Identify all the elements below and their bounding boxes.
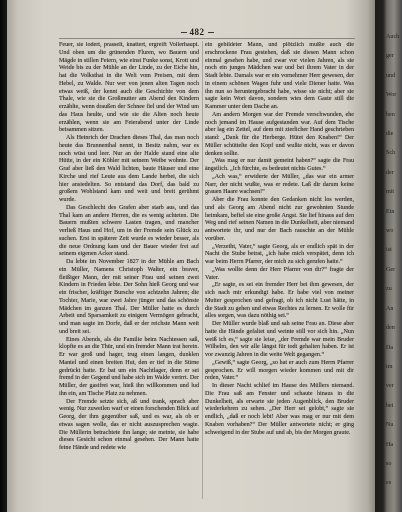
paragraph: Das Geschlecht des Grafen aber starb aus, und das Thal kam an andere Herren, die es wenig achteten. Die Bauern mußten schwere Lasten tragen, und mancher verließ Haus und Hof, um in der Fremde sein Glück zu suchen. Erst in späterer Zeit wurde es wieder besser, als die neue Ordnung kam und der Bauer wieder frei auf seinem eigenen Acker stand. [59,204,199,258]
page-sheet [7,0,375,512]
paragraph: ein gebildeter Mann, und plötzlich mußte auch die erschrockene Frau gestehen, daß sie diesen Mann schon einmal gesehen habe, und zwar vor vielen Jahren, als sie noch ein junges Mädchen war und bei ihrem Vater in der Stadt lebte. Damals war er ein vornehmer Herr gewesen, der in einem schönen Wagen fuhr und viele Diener hatte. Was ihn nun so heruntergebracht habe, wisse sie nicht; aber sie sagte kein Wort davon, sondern wies dem Gaste still die Kammer unter dem Dache an. [205,42,354,110]
binding-shadow [0,0,7,512]
adjacent-page-fragment: ist [386,247,392,254]
page-header [157,27,237,37]
adjacent-page-fragment: ger [386,53,394,60]
adjacent-page-fragment: Ger [386,266,396,273]
adjacent-page-fragment: Da [386,344,394,351]
adjacent-page-fragment: so [386,460,392,467]
adjacent-page-text [386,28,402,494]
paragraph: In dieser Nacht schlief im Hause des Müllers niemand. Die Frau saß am Fenster und schaute hinaus in die Dunkelheit, als erwarte sie jeden Augenblick, den Bruder wiederkehren zu sehen. „Der Herr sei gelobt,“ sagte sie endlich, „daß er noch lebt! Aber was mag er nur mit dem Knaben vorhaben?“ Der Müller antwortete nicht; er ging schweigend in der Stube auf und ab, bis der Morgen graute. [205,383,354,436]
adjacent-page-fragment: Auch [386,34,400,40]
adjacent-page-fragment: An [386,305,394,312]
adjacent-page-fragment: mit [386,189,395,196]
adjacent-page-fragment: Wor [386,92,397,99]
adjacent-page-fragment: Sch [386,150,396,157]
adjacent-page-fragment: bei [386,402,394,409]
column-divider [202,41,203,499]
adjacent-page-fragment: Ein [386,208,395,215]
paragraph: Der Fremde setzte sich, aß und trank, sprach aber wenig. Nur zuweilen warf er einen forschenden Blick auf Georg, der ihm gegenüber saß, und es war, als ob er etwas sagen wolle, das er nicht auszusprechen wagte. Die Müllerin betrachtete ihn lange; sie meinte, sie habe dieses Gesicht schon einmal gesehen. Der Mann hatte feine Hände und redete wie [59,398,199,451]
adjacent-page-edge [375,0,402,512]
adjacent-page-fragment: ver [386,383,394,390]
paragraph: Als Heinrich der Drachen dieses Thal, das man noch heute das Brunnenthal nennt, in Besitz nahm, war es noch wüst und leer. Nur an der Halde stand eine alte Hütte, in der ein Köhler mit seinem Weibe wohnte. Der Graf aber ließ den Wald lichten, baute Häuser und eine Kirche und rief Leute aus dem Lande herbei, die sich hier ansiedelten. So entstand das Dorf, das bald zu großem Wohlstand kam und weit und breit gerühmt wurde. [59,135,199,203]
adjacent-page-fragment: die [386,131,394,138]
paragraph: „Verzeiht, Vater,“ sagte Georg, als er endlich spät in der Nacht die Stube betrat, „ich habe mich verspätet, denn ich war beim Herrn Pfarrer, der mich zu sich gerufen hatte.“ [205,243,354,265]
paragraph: „Er sagte, es sei ein fremder Herr bei ihm gewesen, der sich nach mir erkundigt habe. Er habe viel von meiner Mutter gesprochen und gefragt, ob ich nicht Lust hätte, in die Stadt zu gehen und etwas Rechtes zu lernen. Er wolle für alles sorgen, was dazu nöthig sei.“ [205,282,354,320]
left-column [59,42,199,499]
header-dash-left [181,32,187,33]
right-column [205,42,354,499]
adjacent-page-fragment: zu [386,286,392,293]
paragraph: Da lebte im November 1827 in der Mühle am Bach ein Müller, Namens Christoph Walter, ein braver, fleißiger Mann, der mit seiner Frau und seinen zwei Kindern in Frieden lebte. Der Sohn hieß Georg und war ein frischer, kräftiger Bursche von achtzehn Jahren; die Tochter, Marie, war zwei Jahre jünger und das schönste Mädchen im ganzen Thal. Der Müller hatte es durch Arbeit und Sparsamkeit zu einigem Vermögen gebracht, und man sagte im Dorfe, daß er der reichste Mann weit und breit sei. [59,259,199,335]
header-dash-right [208,32,214,33]
adjacent-page-fragment: ben [386,111,395,118]
paragraph: Eines Abends, als die Familie beim Nachtessen saß, klopfte es an die Thür, und ein fremder Mann trat herein. Er war groß und hager, trug einen langen, dunklen Mantel und einen breiten Hut, den er tief in die Stirne gedrückt hatte. Er bat um ein Nachtlager, denn er sei fremd in der Gegend und habe sich im Walde verirrt. Der Müller, der gastfrei war, hieß ihn willkommen und lud ihn ein, am Tische Platz zu nehmen. [59,336,199,397]
adjacent-page-fragment: es [386,480,392,487]
paragraph: Aber die Frau konnte den Gedanken nicht los werden, und als Georg am Abend nicht zur gewohnten Stunde heimkam, befiel sie eine große Angst. Sie lief hinaus auf den Weg und rief seinen Namen in die Dunkelheit, aber niemand antwortete ihr, und nur der Bach rauschte an der Mühle vorüber. [205,197,354,242]
paragraph: „Gewiß,“ sagte Georg, „so hat er auch zum Herrn Pfarrer gesprochen. Er will morgen wieder kommen und mit dir reden, Vater.“ [205,359,354,382]
adjacent-page-fragment: der [386,169,394,176]
paragraph: Der Müller wurde blaß und sah seine Frau an. Diese aber hatte die Hände gefaltet und weinte still vor sich hin. „Nun weiß ich es,“ sagte sie leise, „der Fremde war mein Bruder Wilhelm, den wir alle längst für todt gehalten haben. Er ist vor zwanzig Jahren in die weite Welt gegangen.“ [205,321,354,358]
adjacent-page-fragment: den [386,325,395,332]
paragraph: „Ach was,“ erwiderte der Müller, „das war ein armer Narr, der nicht wußte, was er redete. Laß dir darum keine grauen Haare wachsen!“ [205,173,354,196]
paragraph: Am andern Morgen war der Fremde verschwunden, ehe noch jemand im Hause aufgestanden war. Auf dem Tische aber lag ein Zettel, auf dem mit zierlicher Hand geschrieben stand: „Dank für die Herberge. Hütet den Knaben!“ Der Müller schüttelte den Kopf und wußte nicht, was er davon denken sollte. [205,111,354,157]
header-rule [59,38,355,39]
paragraph: „Was wollte denn der Herr Pfarrer von dir?“ fragte der Vater. [205,266,354,281]
page-number: 482 [189,27,205,37]
adjacent-page-fragment: wo [386,228,394,235]
paragraph: „Was mag er nur damit gemeint haben?“ sagte die Frau ängstlich. „Ich fürchte, es bedeutet nichts Gutes.“ [205,158,354,172]
adjacent-page-fragment: Ha [386,441,394,448]
adjacent-page-fragment: im [386,363,393,370]
adjacent-page-fragment: und [386,72,396,79]
adjacent-page-fragment: Nu [386,422,394,429]
paragraph: Feuer, sie lodert, prasselt, knattert, ergreift Vollerhaupt. Und oben um die grünenden Fluren, wo Bauern und Mägde in stillen Feiern, wie einst Funke sonst, Krott und Weide bis zu der Mühle an der Linde, zu der Eiche hin, hat die Volksthat in die Welt vom Preisen, mit dem Hebel, zu Walde. Nur wer von jenen alten Tagen noch etwas weiß, der kennt auch die Geschichte von dem Thale, wie sie die Großmutter am Abend den Kindern erzählte, wenn draußen der Schnee fiel und der Wind um das Haus heulte, und wie sie die Alten noch heute erzählen, wenn sie am Feierabend unter der Linde beisammen sitzen. [59,42,199,134]
